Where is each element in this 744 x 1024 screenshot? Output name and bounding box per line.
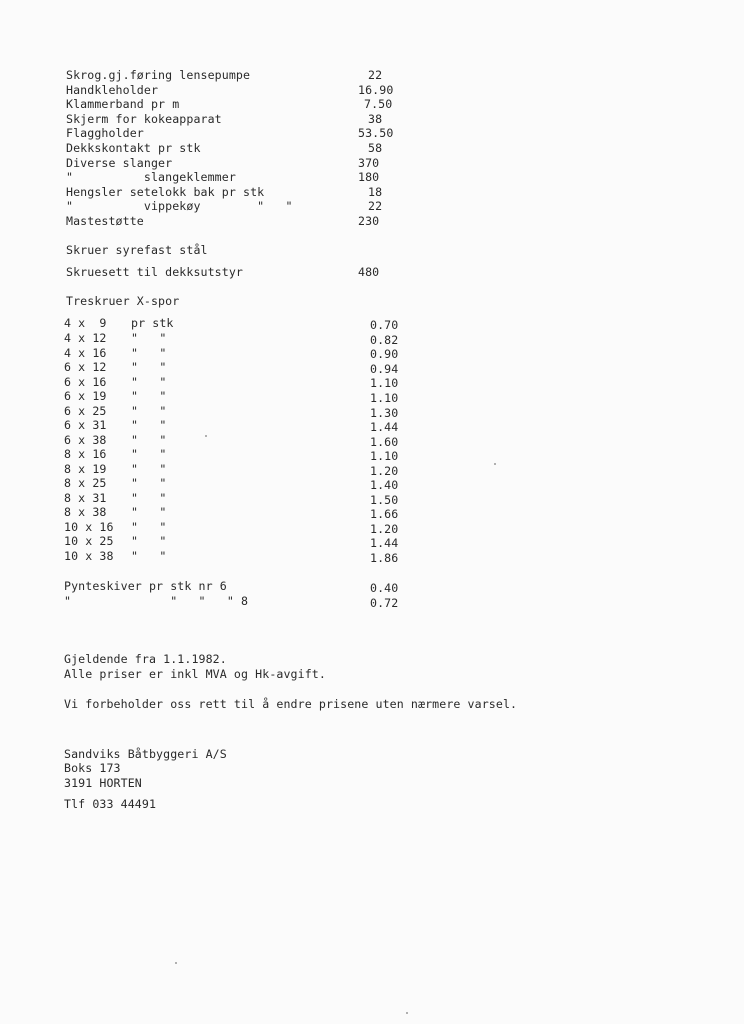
- screw-size: 8 x 25: [64, 476, 107, 490]
- item-price: 22: [368, 68, 383, 82]
- item-price: 22: [368, 199, 383, 213]
- screw-size: 6 x 25: [64, 404, 107, 418]
- screw-unit: " ": [131, 389, 167, 403]
- screw-set-label: Skruesett til dekksutstyr: [66, 265, 244, 279]
- screw-size: 4 x 9: [64, 316, 107, 330]
- screw-price: 1.44: [370, 536, 399, 550]
- screw-price: 1.66: [370, 507, 399, 521]
- item-price: 7.50: [364, 97, 393, 111]
- screw-price: 0.90: [370, 347, 399, 361]
- screw-unit: " ": [131, 404, 167, 418]
- item-label: Dekkskontakt pr stk: [66, 141, 201, 155]
- screw-size: 8 x 16: [64, 447, 107, 461]
- scan-speck: [406, 1012, 408, 1014]
- item-label: Flaggholder: [66, 126, 144, 140]
- washer-label: " " " " 8: [64, 594, 249, 608]
- item-label: Mastestøtte: [66, 214, 144, 228]
- scan-speck: [205, 435, 207, 437]
- screw-unit: " ": [131, 505, 167, 519]
- section-heading-screws: Skruer syrefast stål: [66, 243, 208, 257]
- item-price: 230: [358, 214, 380, 228]
- screw-size: 8 x 19: [64, 462, 107, 476]
- screw-price: 0.94: [370, 362, 399, 376]
- validity-note: Gjeldende fra 1.1.1982.: [64, 652, 227, 666]
- company-phone: Tlf 033 44491: [64, 797, 157, 811]
- screw-size: 8 x 31: [64, 491, 107, 505]
- item-label: Skjerm for kokeapparat: [66, 112, 222, 126]
- company-box: Boks 173: [64, 761, 121, 775]
- screw-size: 6 x 19: [64, 389, 107, 403]
- screw-unit: " ": [131, 433, 167, 447]
- screw-price: 1.30: [370, 406, 399, 420]
- screw-price: 1.10: [370, 449, 399, 463]
- screw-size: 4 x 16: [64, 346, 107, 360]
- screw-size: 10 x 38: [64, 549, 114, 563]
- screw-unit: " ": [131, 375, 167, 389]
- screw-unit: " ": [131, 331, 167, 345]
- disclaimer-note: Vi forbeholder oss rett til å endre prisene uten nærmere varsel.: [64, 697, 518, 711]
- screw-price: 0.70: [370, 318, 399, 332]
- screw-price: 1.10: [370, 391, 399, 405]
- screw-size: 6 x 31: [64, 418, 107, 432]
- screw-unit: " ": [131, 534, 167, 548]
- screw-unit: " ": [131, 418, 167, 432]
- screw-price: 0.82: [370, 333, 399, 347]
- company-name: Sandviks Båtbyggeri A/S: [64, 747, 227, 761]
- screw-size: 6 x 16: [64, 375, 107, 389]
- screw-price: 1.44: [370, 420, 399, 434]
- screw-unit: " ": [131, 447, 167, 461]
- screw-price: 1.86: [370, 551, 399, 565]
- screw-size: 10 x 25: [64, 534, 114, 548]
- screw-unit: " ": [131, 346, 167, 360]
- screw-unit: " ": [131, 360, 167, 374]
- item-label: Hengsler setelokk bak pr stk: [66, 185, 265, 199]
- item-price: 18: [368, 185, 383, 199]
- item-price: 58: [368, 141, 383, 155]
- screw-price: 1.50: [370, 493, 399, 507]
- screw-price: 1.20: [370, 464, 399, 478]
- vat-note: Alle priser er inkl MVA og Hk-avgift.: [64, 667, 326, 681]
- washer-label: Pynteskiver pr stk nr 6: [64, 579, 227, 593]
- screw-size: 8 x 38: [64, 505, 107, 519]
- screw-price: 1.40: [370, 478, 399, 492]
- screw-size: 6 x 12: [64, 360, 107, 374]
- screw-size: 4 x 12: [64, 331, 107, 345]
- screw-size: 10 x 16: [64, 520, 114, 534]
- item-label: " vippekøy " ": [66, 199, 293, 213]
- screw-size: 6 x 38: [64, 433, 107, 447]
- item-label: Klammerband pr m: [66, 97, 180, 111]
- item-price: 16.90: [358, 83, 394, 97]
- company-city: 3191 HORTEN: [64, 776, 142, 790]
- item-label: Diverse slanger: [66, 156, 173, 170]
- screw-price: 1.20: [370, 522, 399, 536]
- item-label: " slangeklemmer: [66, 170, 236, 184]
- screw-unit: " ": [131, 476, 167, 490]
- screw-price: 1.60: [370, 435, 399, 449]
- screw-price: 1.10: [370, 376, 399, 390]
- scan-speck: [175, 962, 177, 964]
- screw-unit: pr stk: [131, 316, 174, 330]
- screw-unit: " ": [131, 462, 167, 476]
- screw-set-price: 480: [358, 265, 380, 279]
- item-price: 180: [358, 170, 380, 184]
- screw-unit: " ": [131, 520, 167, 534]
- screw-unit: " ": [131, 491, 167, 505]
- washer-price: 0.72: [370, 596, 399, 610]
- screw-unit: " ": [131, 549, 167, 563]
- item-price: 370: [358, 156, 380, 170]
- scan-speck: [494, 463, 496, 465]
- item-price: 38: [368, 112, 383, 126]
- section-heading-wood-screws: Treskruer X-spor: [66, 294, 180, 308]
- washer-price: 0.40: [370, 581, 399, 595]
- item-price: 53.50: [358, 126, 394, 140]
- item-label: Handkleholder: [66, 83, 159, 97]
- item-label: Skrog.gj.føring lensepumpe: [66, 68, 251, 82]
